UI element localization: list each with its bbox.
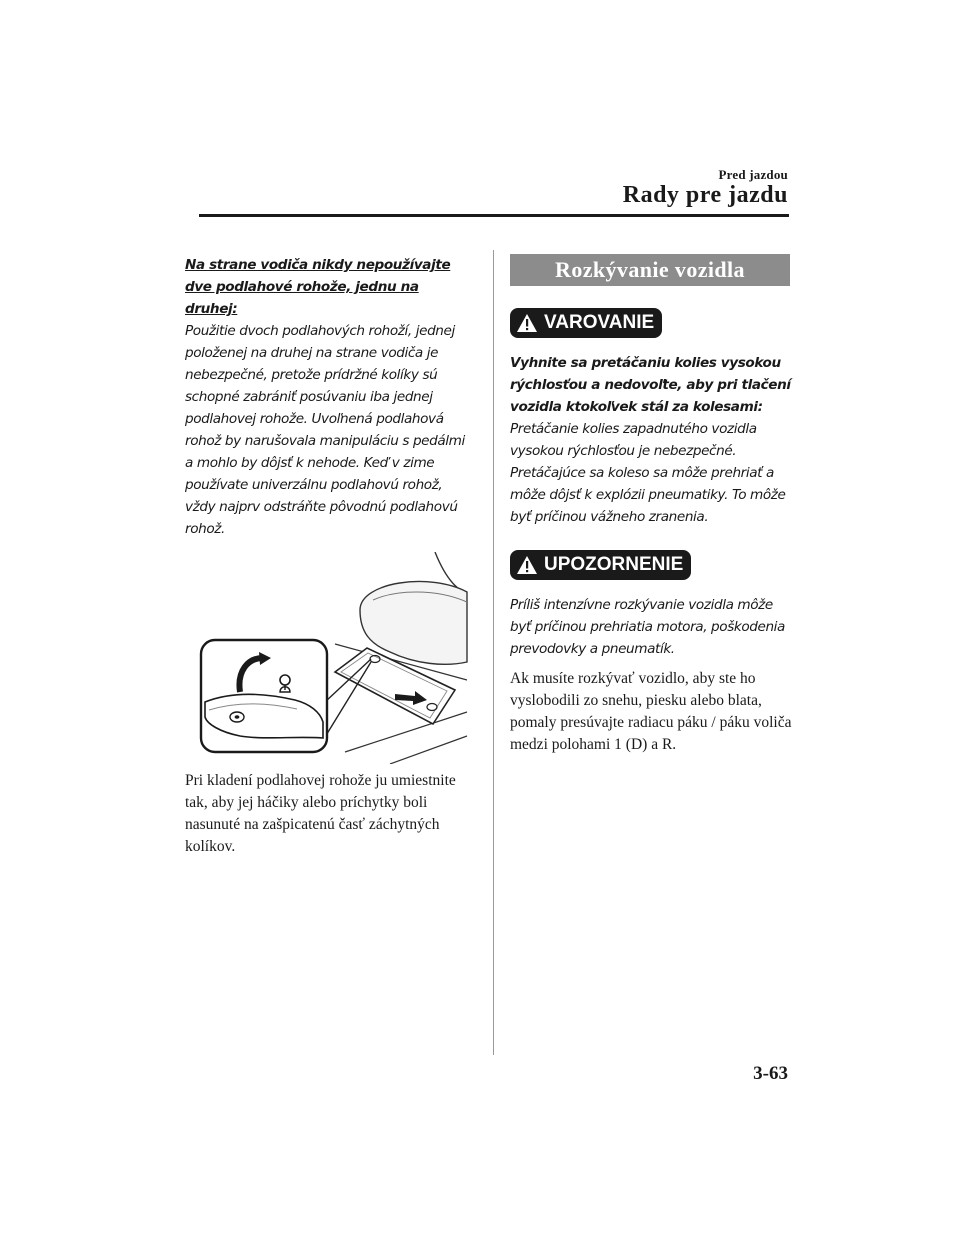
warning-badge	[510, 308, 662, 338]
column-divider	[493, 250, 494, 1055]
warning-label: VAROVANIE	[544, 312, 655, 333]
rocking-warning-text: Pretáčanie kolies zapadnutého vozidla vysokou rýchlosťou je nebezpečné. Pretáčajúce sa koleso sa môže prehriať a môže dôjsť k explózii pneumatiky. To môže byť príčinou vážneho zranenia.	[510, 421, 786, 525]
right-column	[510, 254, 792, 756]
left-column	[185, 254, 475, 858]
section-title: Rozkývanie vozidla	[510, 254, 790, 286]
running-header-section: Pred jazdou	[718, 167, 788, 182]
caution-triangle-icon	[516, 555, 538, 575]
floor-mat-warning-text: Použitie dvoch podlahových rohoží, jednej položenej na druhej na strane vodiča je nebezpečné, pretože prídržné kolíky sú schopné zabrániť posúvaniu iba jednej podlahovej rohože. Uvoľnená podlahová rohož by narušovala manipuláciu s pedálmi a mohlo by dôjsť k nehode. Keď v zime používate univerzálnu podlahovú rohož, vždy najprv odstráňte pôvodnú podlahovú rohož.	[185, 323, 465, 537]
floor-mat-warning-heading: Na strane vodiča nikdy nepoužívajte dve podlahové rohože, jednu na druhej:	[185, 257, 451, 317]
floor-mat-illustration	[185, 552, 475, 764]
header-rule	[199, 214, 789, 217]
caution-badge	[510, 550, 691, 580]
floor-mat-caption: Pri kladení podlahovej rohože ju umiestnite tak, aby jej háčiky alebo príchytky boli nasunuté na zašpicatenú časť záchytných kolíkov.	[185, 772, 456, 855]
warning-triangle-icon	[516, 313, 538, 333]
floor-mat-drawing	[185, 552, 475, 764]
rocking-body-text: Ak musíte rozkývať vozidlo, aby ste ho vyslobodili zo snehu, piesku alebo blata, pomaly presúvajte radiacu páku / páku voliča medzi polohami 1 (D) a R.	[510, 670, 792, 753]
rocking-warning-heading: Vyhnite sa pretáčaniu kolies vysokou rýchlosťou a nedovoľte, aby pri tlačení vozidla ktokoľvek stál za kolesami:	[510, 355, 791, 415]
running-header-title: Rady pre jazdu	[622, 182, 788, 208]
rocking-caution-text: Príliš intenzívne rozkývanie vozidla môže byť príčinou prehriatia motora, poškodenia prevodovky a pneumatík.	[510, 597, 785, 657]
page-number: 3-63	[753, 1063, 788, 1084]
caution-label: UPOZORNENIE	[544, 554, 684, 575]
